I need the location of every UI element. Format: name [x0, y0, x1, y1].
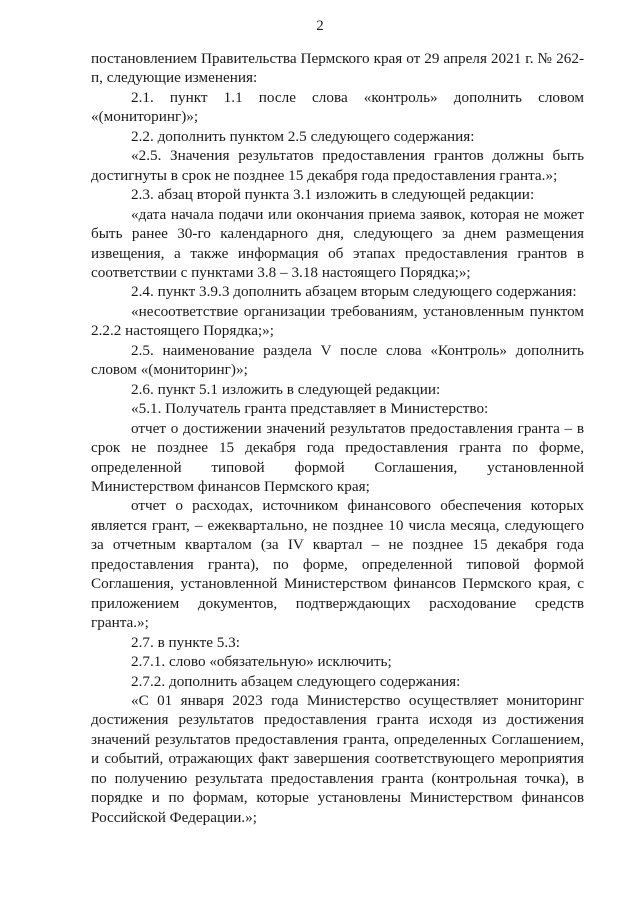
- paragraph: 2.7.2. дополнить абзацем следующего содержания:: [131, 672, 461, 690]
- paragraph: «дата начала подачи или окончания приема заявок, которая не может быть ранее 30-го календарного дня, следующего за днем размещения извещения, а также информация об этапах предоставления грантов в соответствии с пунктами 3.8 – 3.18 настоящего Порядка;»;: [91, 205, 584, 281]
- paragraph: постановлением Правительства Пермского края от 29 апреля 2021 г. № 262-п, следующие изменения:: [91, 50, 584, 87]
- page-number: 2: [316, 18, 324, 34]
- paragraph: отчет о расходах, источником финансового обеспечения которых является грант, – ежеквартально, не позднее 10 числа месяца, следующего за отчетным кварталом (за IV квартал – не позднее 15 декабря года предоставления гранта), по форме, определенной типовой формой Соглашения, установленной Министерством финансов Пермского края, с приложением документов, подтверждающих расходование средств гранта.»;: [91, 497, 584, 632]
- paragraph: 2.4. пункт 3.9.3 дополнить абзацем вторым следующего содержания:: [131, 283, 577, 301]
- paragraph: «С 01 января 2023 года Министерство осуществляет мониторинг достижения результатов предоставления гранта исходя из достижения значений результатов предоставления гранта, определенных Соглашением, и событий, отражающих факт завершения соответствующего мероприятия по получению результата предоставления гранта (контрольная точка), в порядке и по формам, которые установлены Министерством финансов Российской Федерации.»;: [91, 691, 584, 826]
- paragraph: «5.1. Получатель гранта представляет в Министерство:: [131, 400, 489, 418]
- paragraph: 2.2. дополнить пунктом 2.5 следующего содержания:: [131, 127, 475, 145]
- paragraph: «2.5. Значения результатов предоставления грантов должны быть достигнуты в срок не позднее 15 декабря года предоставления гранта.»;: [91, 147, 584, 184]
- paragraph: 2.3. абзац второй пункта 3.1 изложить в следующей редакции:: [131, 186, 535, 204]
- paragraph: отчет о достижении значений результатов предоставления гранта – в срок не позднее 15 декабря года предоставления гранта по форме, определенной типовой формой Соглашения, установленной Министерством финансов Пермского края;: [91, 419, 584, 495]
- paragraph: 2.5. наименование раздела V после слова «Контроль» дополнить словом «(мониторинг)»;: [91, 341, 584, 379]
- paragraph: 2.7. в пункте 5.3:: [131, 633, 240, 651]
- paragraph: 2.6. пункт 5.1 изложить в следующей редакции:: [131, 380, 441, 398]
- paragraph: 2.1. пункт 1.1 после слова «контроль» дополнить словом «(мониторинг)»;: [91, 88, 584, 126]
- paragraph: 2.7.1. слово «обязательную» исключить;: [131, 653, 392, 671]
- paragraph: «несоответствие организации требованиям, установленным пунктом 2.2.2 настоящего Порядка;»;: [91, 302, 584, 340]
- document-body: [91, 49, 584, 827]
